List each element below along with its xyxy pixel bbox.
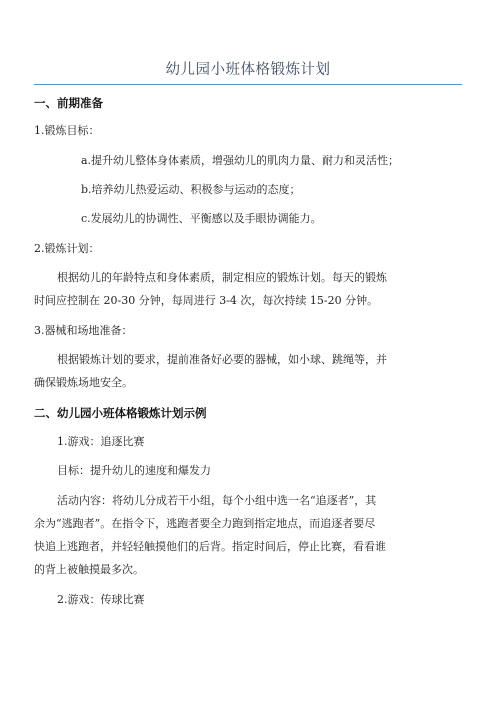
game-goal-chase: 目标：提升幼儿的速度和爆发力 (57, 464, 211, 477)
game-content-line-2: 余为“逃跑者”。在指令下，逃跑者要全力跑到指定地点，而追逐者要尽 (34, 517, 376, 530)
game-content-line-1: 活动内容：将幼儿分成若干小组，每个小组中选一名“追逐者”，其 (57, 494, 377, 507)
section-heading-example: 二、幼儿园小班体格锻炼计划示例 (34, 406, 207, 420)
game-content-line-4: 的背上被触摸最多次。 (34, 563, 144, 576)
equipment-paragraph-line-1: 根据锻炼计划的要求，提前准备好必要的器械，如小球、跳绳等，并 (57, 353, 387, 366)
goal-item-a: a.提升幼儿整体身体素质，增强幼儿的肌肉力量、耐力和灵活性； (81, 154, 400, 167)
equipment-paragraph-line-2: 确保锻炼场地安全。 (34, 376, 133, 389)
document-title: 幼儿园小班体格锻炼计划 (165, 62, 331, 78)
game-content-line-3: 快追上逃跑者，并轻轻触摸他们的后背。指定时间后，停止比赛，看看谁 (34, 540, 386, 553)
goal-item-c: c.发展幼儿的协调性、平衡感以及手眼协调能力。 (81, 212, 322, 225)
plan-paragraph-line-1: 根据幼儿的年龄特点和身体素质，制定相应的锻炼计划。每天的锻炼 (57, 271, 387, 284)
game-label-chase: 1.游戏：追逐比赛 (57, 435, 145, 448)
goal-item-b: b.培养幼儿热爱运动、积极参与运动的态度； (81, 183, 301, 196)
item-label-plan: 2.锻炼计划： (34, 242, 100, 255)
item-label-goals: 1.锻炼目标： (34, 124, 100, 137)
item-label-equipment: 3.器械和场地准备： (34, 324, 133, 337)
game-label-pass: 2.游戏：传球比赛 (57, 593, 145, 606)
plan-paragraph-line-2: 时间应控制在 20-30 分钟，每周进行 3-4 次，每次持续 15-20 分钟。 (34, 294, 379, 307)
title-divider (34, 84, 462, 85)
section-heading-preparation: 一、前期准备 (34, 96, 103, 110)
